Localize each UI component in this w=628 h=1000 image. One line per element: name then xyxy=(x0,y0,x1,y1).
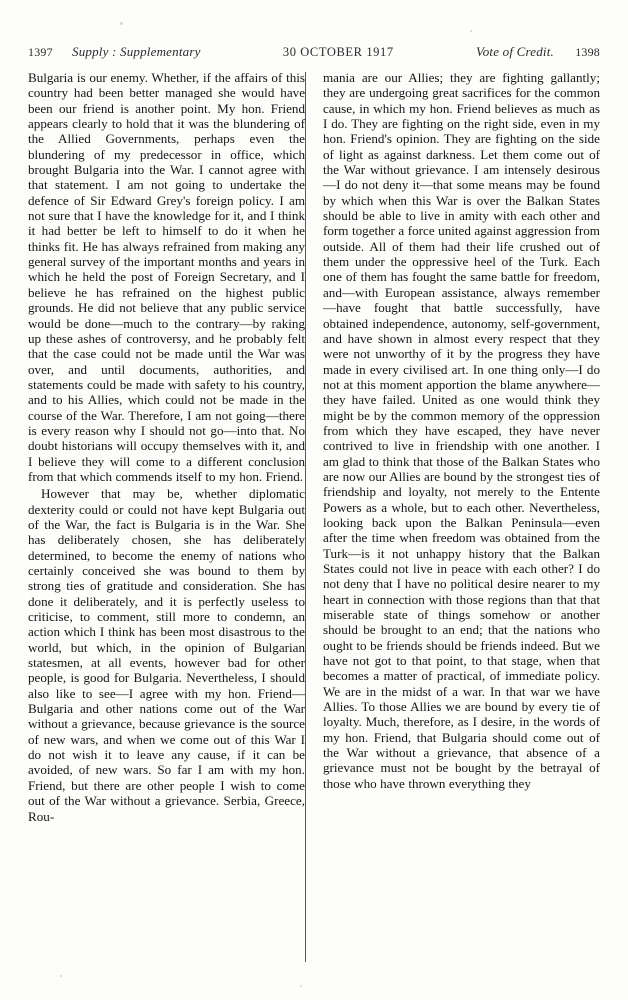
page-speck xyxy=(470,30,472,32)
left-column xyxy=(28,70,305,965)
page-speck xyxy=(60,975,62,977)
text-columns xyxy=(28,70,600,965)
folio-number-right: 1398 xyxy=(575,45,600,59)
right-column xyxy=(323,70,600,965)
page-header xyxy=(28,44,600,62)
paragraph: Bulgaria is our enemy. Whether, if the affairs of this country had been better managed she would have been our friend is another point. My hon. Friend appears clearly to hold that it was the blundering of the Allied Governments, perhaps even the blundering of my predecessor in office, which brought Bulgaria into the War. I cannot agree with that statement. I am not going to undertake the defence of Sir Edward Grey's foreign policy. I am not sure that I have the knowledge for it, and I think it had better be left to himself to do it when he thinks fit. He has always refrained from making any general survey of the important months and years in which he held the post of Foreign Secretary, and I believe he has refrained on the highest public grounds. He did not believe that any public service would be done—much to the contrary—by raking up these ashes of controversy, and he probably felt that the case could not be made until the War was over, and until documents, authorities, and statements could be made with safety to his country, and to his Allies, which could not be made in the course of the War. Therefore, I am not going—there is every reason why I should not go—into that. No doubt historians will occupy themselves with it, and I believe they will come to a different conclusion from that which commends itself to my hon. Friend. xyxy=(28,70,305,484)
paragraph: mania are our Allies; they are fighting gallantly; they are undergoing great sacrifices for the common cause, in which my hon. Friend believes as much as I do. They are fighting on the right side, even in my hon. Friend's opinion. They are fighting on the side of light as against darkness. Let them come out of the War without grievance. I am intensely desirous—I do not deny it—that some means may be found by which when this War is over the Balkan States should be able to live in amity with each other and form together a force united against aggression from outside. All of them had their life crushed out of them under the oppressive heel of the Turk. Each one of them has fought the same battle for freedom, and—with European assistance, always remember—have fought that battle successfully, have obtained independence, autonomy, self-government, and have shown in almost every respect that they were not unworthy of it by the progress they have made in every civilised art. In one thing only—I do not at this moment apportion the blame anywhere—they have failed. United as one would think they might be by the common memory of the oppression from which they have escaped, they have never contrived to live in friendship with one another. I am glad to think that those of the Balkan States who are now our Allies are bound by the strongest ties of friendship and loyalty, not merely to the Entente Powers as a whole, but to each other. Nevertheless, looking back upon the Balkan Peninsula—even after the time when freedom was obtained from the Turk—is it not unhappy history that the Balkan States could not live in peace with each other? I do not deny that I have no political desire nearer to my heart in connection with those regions than that that miserable state of things somehow or another should be brought to an end; that the nations who ought to be friends should be friends indeed. But we have not got to that point, to that stage, when that becomes a matter of practical, of immediate policy. We are in the midst of a war. In that war we have Allies. To those Allies we are bound by every tie of loyalty. Much, therefore, as I desire, in the words of my hon. Friend, that Bulgaria should come out of the War without a grievance, that absence of a grievance must not be bought by the betrayal of those who have thrown everything they xyxy=(323,70,600,791)
running-title-right: Vote of Credit. xyxy=(476,44,554,59)
page-speck xyxy=(120,22,123,25)
paragraph: However that may be, whether diplomatic dexterity could or could not have kept Bulgaria out of the War, the fact is Bulgaria is in the War. She has deliberately chosen, she has deliberately determined, to become the enemy of nations who certainly conceived she was bound to them by strong ties of gratitude and consideration. She has done it deliberately, and it is perfectly useless to criticise, to comment, still more to condemn, an action which I think has been most disastrous to the world, but which, in the opinion of Bulgarian statesmen, at all events, however bad for other people, is good for Bulgaria. Nevertheless, I should also like to see—I agree with my hon. Friend—Bulgaria and other nations come out of the War without a grievance, because grievance is the source of new wars, and when we come out of this War I do not wish it to leave any cause, if it can be avoided, of new wars. So far I am with my hon. Friend, but there are other people I wish to come out of the War without a grievance. Serbia, Greece, Rou- xyxy=(28,486,305,824)
sitting-date: 30 OCTOBER 1917 xyxy=(282,45,394,59)
page-speck xyxy=(300,985,302,987)
folio-number-left: 1397 xyxy=(28,45,53,59)
running-title-left: Supply : Supplementary xyxy=(72,44,201,59)
